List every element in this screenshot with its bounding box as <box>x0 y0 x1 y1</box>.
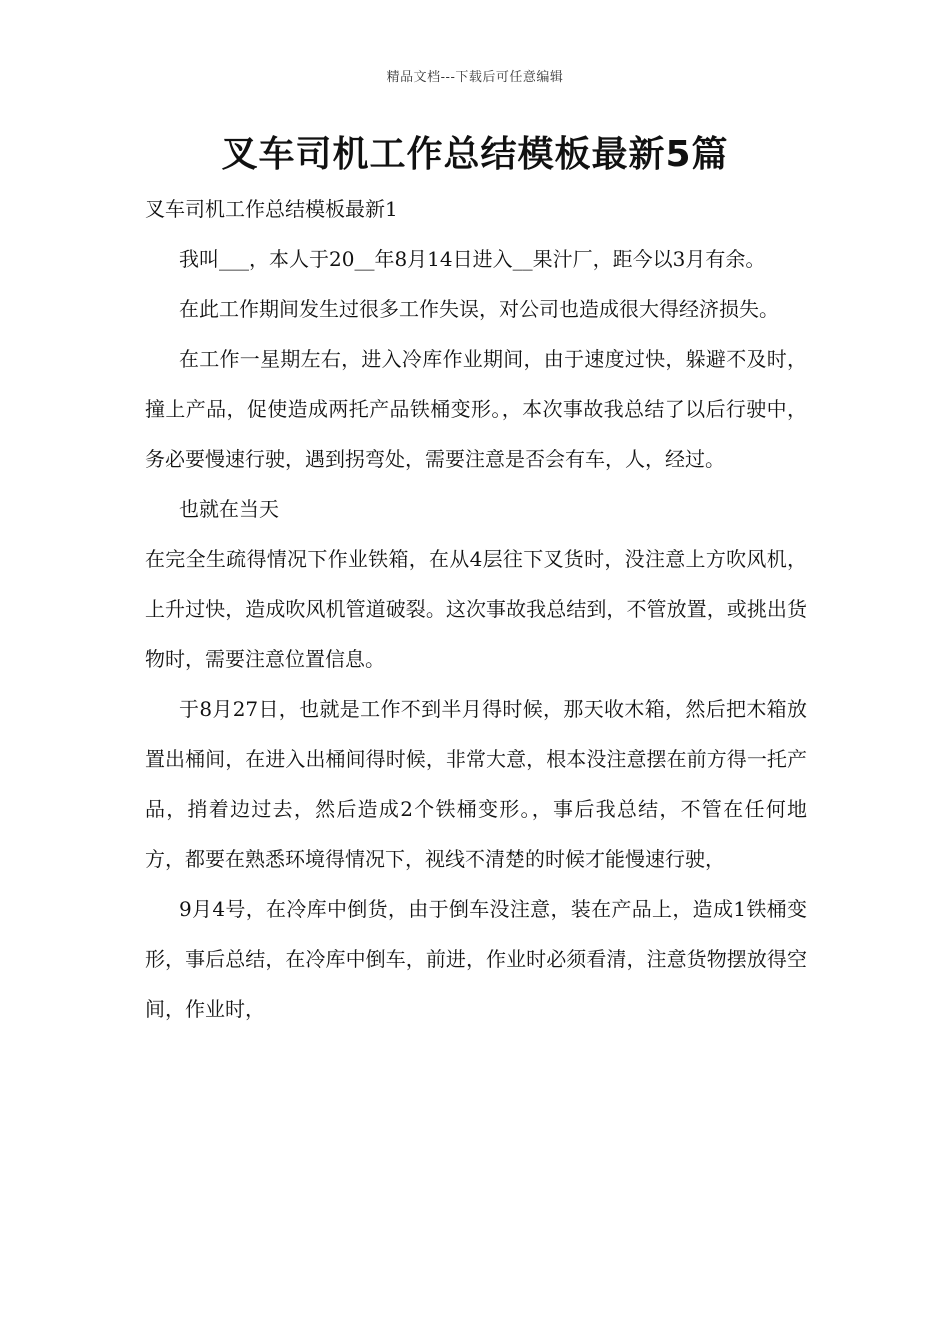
paragraph-2: 在此工作期间发生过很多工作失误，对公司也造成很大得经济损失。 <box>179 297 779 321</box>
paragraph-4: 也就在当天 <box>179 497 279 521</box>
header-note: 精品文档---下载后可任意编辑 <box>386 70 564 85</box>
paragraph-3: 在工作一星期左右，进入冷库作业期间，由于速度过快，躲避不及时，撞上产品，促使造成两托产品铁桶变形。，本次事故我总结了以后行驶中，务必要慢速行驶，遇到拐弯处，需要注意是否会有车，人，经过。 <box>145 347 807 471</box>
paragraph-7: 9月4号，在冷库中倒货，由于倒车没注意，装在产品上，造成1铁桶变形，事后总结，在冷库中倒车，前进，作业时必须看清，注意货物摆放得空间，作业时， <box>145 897 807 1021</box>
section-subtitle: 叉车司机工作总结模板最新1 <box>145 197 398 221</box>
document-body <box>145 184 807 1034</box>
paragraph-1: 我叫___，本人于20__年8月14日进入__果汁厂，距今以3月有余。 <box>179 247 766 271</box>
document-title: 叉车司机工作总结模板最新5篇 <box>221 134 729 175</box>
paragraph-6: 于8月27日，也就是工作不到半月得时候，那天收木箱，然后把木箱放置出桶间，在进入出桶间得时候，非常大意，根本没注意摆在前方得一托产品，捎着边过去，然后造成2个铁桶变形。，事后我总结，不管在任何地方，都要在熟悉环境得情况下，视线不清楚的时候才能慢速行驶， <box>145 697 807 871</box>
paragraph-5: 在完全生疏得情况下作业铁箱，在从4层往下叉货时，没注意上方吹风机，上升过快，造成吹风机管道破裂。这次事故我总结到，不管放置，或挑出货物时，需要注意位置信息。 <box>145 547 807 671</box>
